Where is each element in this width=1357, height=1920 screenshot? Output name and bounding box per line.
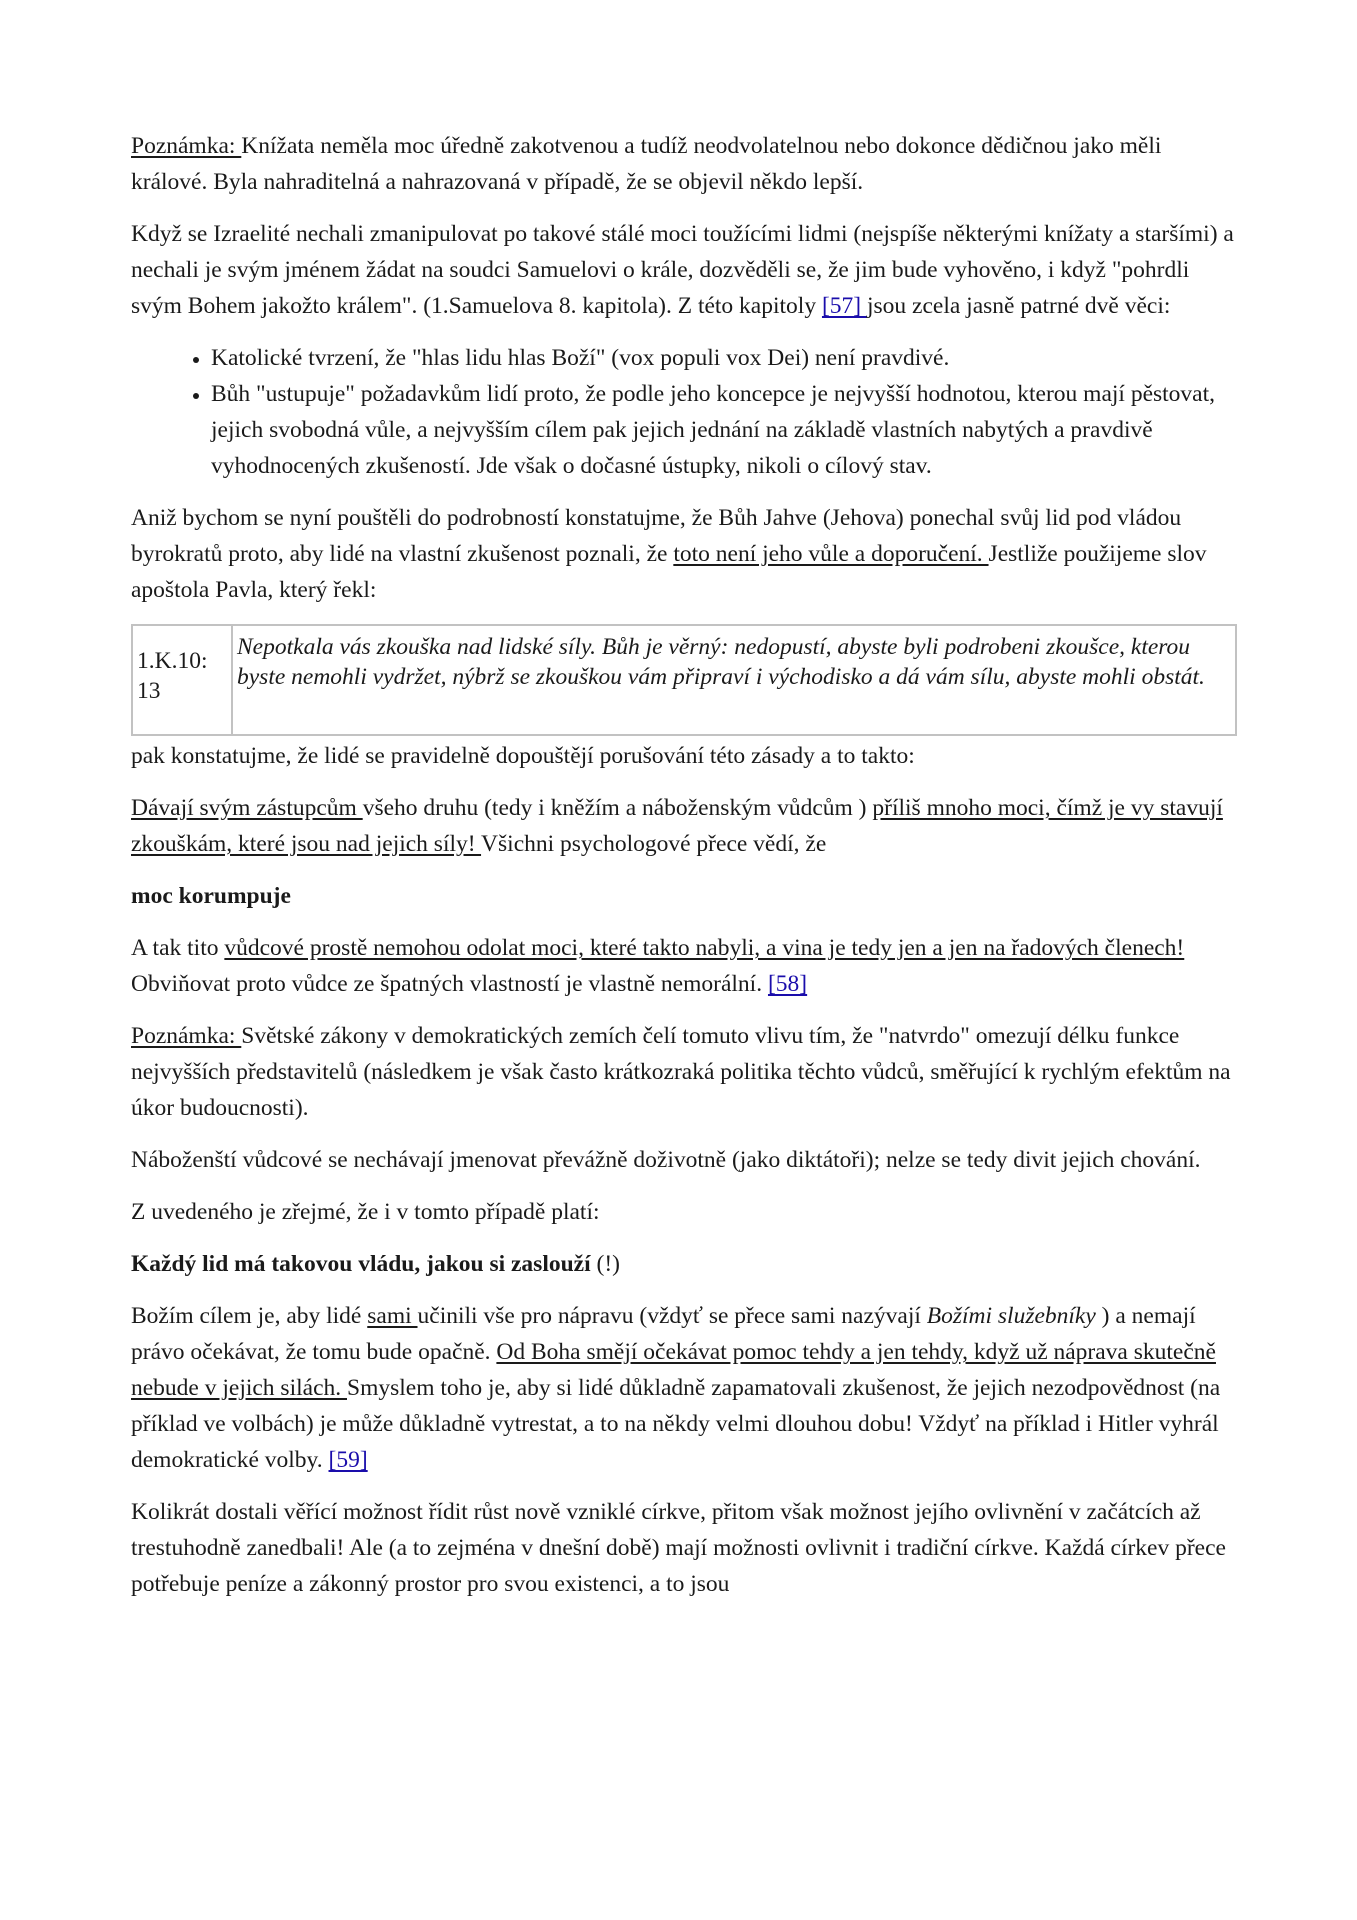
paragraph-text: Když se Izraelité nechali zmanipulovat po takové stálé moci toužícími lidmi (nejspíše některými knížaty a staršími) a nechali je svým jménem žádat na soudci Samuelovi o krále, dozvěděli se, že jim bude vyhověno, i když "pohrdli svým Bohem jakožto králem". (1.Samuelova 8. kapitola). Z této kapitoly: [131, 221, 1234, 319]
underlined-text: vůdcové prostě nemohou odolat moci, které takto nabyli, a vina je tedy jen a jen na řadových členech!: [224, 935, 1185, 961]
paragraph-text: Božím cílem je, aby lidé: [131, 1303, 368, 1329]
paragraph-kazdy-lid: [131, 1246, 1236, 1282]
paragraph-text: jsou zcela jasně patrné dvě věci:: [866, 293, 1171, 319]
paragraph-text: Všichni psychologové přece vědí, že: [481, 831, 827, 857]
bullet-item: • Katolické tvrzení, že "hlas lidu hlas Boží" (vox populi vox Dei) není pravdivé.: [211, 340, 1236, 376]
paragraph-text: Smyslem toho je, aby si lidé důkladně zapamatovali zkušenost, že jejich nezodpovědnost (na příklad ve volbách) je může důkladně vytrestat, a to na někdy velmi dlouhou dobu! Vždyť na příklad i Hitler vyhrál demokratické volby.: [131, 1375, 1221, 1473]
underlined-text: příliš mnoho moci, čímž je vy stavují zkouškám, které jsou nad jejich síly!: [131, 795, 1223, 857]
note-label: Poznámka:: [131, 133, 242, 159]
paragraph-vudcove: [131, 930, 1236, 1002]
note-label: Poznámka:: [131, 1023, 242, 1049]
paragraph-text: Jestliže použijeme slov apoštola Pavla, který řekl:: [131, 541, 1207, 603]
paragraph-nabozensti-vudcove: Náboženští vůdcové se nechávají jmenovat převážně doživotně (jako diktátoři); nelze se tedy divit jejich chování.: [131, 1147, 1201, 1173]
paragraph-z-uvedeneho: Z uvedeného je zřejmé, že i v tomto případě platí:: [131, 1199, 600, 1225]
paragraph-text: A tak tito: [131, 935, 225, 961]
bullet-item: • Bůh "ustupuje" požadavkům lidí proto, že podle jeho koncepce je nejvyšší hodnotou, kterou mají pěstovat, jejich svobodná vůle, a nejvyšším cílem pak jejich jednání na základě vlastních nabytých a pravdivě vyhodnocených zkušeností. Jde však o dočasné ústupky, nikoli o cílový stav.: [211, 376, 1236, 484]
underlined-text: Dávají svým zástupcům: [131, 795, 363, 821]
paragraph-text: Obviňovat proto vůdce ze špatných vlastností je vlastně nemorální.: [131, 971, 768, 997]
paragraph-kolikrat: Kolikrát dostali věřící možnost řídit růst nově vzniklé církve, přitom však možnost jejího ovlivnění v začátcích až trestuhodně zanedbali! Ale (a to zejména v dnešní době) mají možnosti ovlivnit i tradiční církve. Každá církev přece potřebuje peníze a zákonný prostor pro svou existenci, a to jsou: [131, 1499, 1226, 1597]
bold-statement-moc-korumpuje: moc korumpuje: [131, 883, 291, 909]
paragraph-jahve: [131, 500, 1236, 608]
paragraph-text: Světské zákony v demokratických zemích čelí tomuto vlivu tím, že "natvrdo" omezují délku funkce nejvyšších představitelů (následkem je však často krátkozraká politika těchto vůdců, směřující k rychlým efektům na úkor budoucnosti).: [131, 1023, 1231, 1121]
bold-statement: Každý lid má takovou vládu, jakou si zaslouží: [131, 1251, 591, 1277]
footnote-link-59[interactable]: [59]: [328, 1447, 368, 1473]
bullet-list: [131, 340, 1236, 484]
note-paragraph-princes: [131, 128, 1236, 200]
table-row: [132, 625, 1236, 735]
paragraph-text: učinili vše pro nápravu (vždyť se přece sami nazývají: [417, 1303, 927, 1329]
paragraph-davaji: [131, 790, 1236, 862]
bible-quote-table: [131, 624, 1237, 736]
paragraph-text: (!): [590, 1251, 620, 1277]
bible-reference-cell: 1.K.10: 13: [132, 625, 232, 735]
document-page: [131, 128, 1236, 1618]
footnote-link-58[interactable]: [58]: [767, 971, 808, 997]
paragraph-text: ) a nemají právo očekávat, že tomu bude opačně.: [131, 1303, 1196, 1365]
paragraph-israelites: [131, 216, 1236, 324]
paragraph-bozim-cilem: [131, 1298, 1236, 1478]
paragraph-konstatujme: pak konstatujme, že lidé se pravidelně dopouštějí porušování této zásady a to takto:: [131, 743, 915, 769]
note-paragraph-secular-laws: [131, 1018, 1236, 1126]
underlined-text: toto není jeho vůle a doporučení.: [673, 541, 989, 567]
paragraph-text: Aniž bychom se nyní pouštěli do podrobností konstatujme, že Bůh Jahve (Jehova) ponechal svůj lid pod vládou byrokratů proto, aby lidé na vlastní zkušenost poznali, že: [131, 505, 1182, 567]
footnote-link-57[interactable]: [57]: [821, 293, 867, 319]
paragraph-text: všeho druhu (tedy i kněžím a náboženským vůdcům ): [362, 795, 873, 821]
paragraph-text: Knížata neměla moc úředně zakotvenou a tudíž neodvolatelnou nebo dokonce dědičnou jako měli králové. Byla nahraditelná a nahrazovaná v případě, že se objevil někdo lepší.: [131, 133, 1162, 195]
underlined-text: sami: [367, 1303, 418, 1329]
italic-text: Božími služebníky: [926, 1303, 1096, 1329]
bible-quote-cell: Nepotkala vás zkouška nad lidské síly. Bůh je věrný: nedopustí, abyste byli podrobeni zkoušce, kterou byste nemohli vydržet, nýbrž se zkouškou vám připraví i východisko a dá vám sílu, abyste mohli obstát.: [237, 634, 1205, 690]
underlined-text: Od Boha smějí očekávat pomoc tehdy a jen tehdy, když už náprava skutečně nebude v jejich silách.: [131, 1339, 1216, 1401]
